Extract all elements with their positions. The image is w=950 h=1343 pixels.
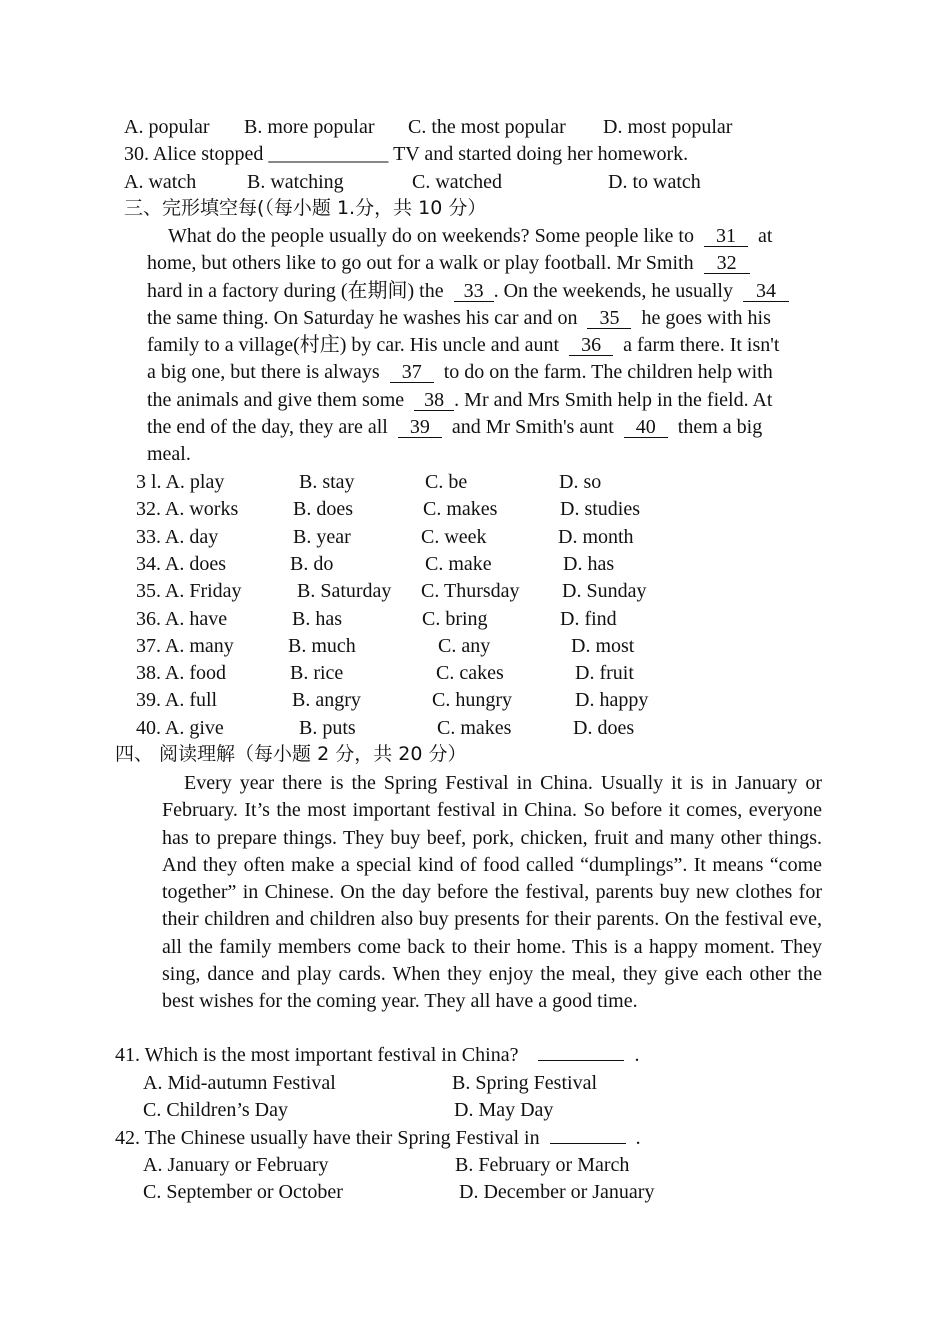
q29-option-d: D. most popular bbox=[603, 116, 733, 138]
cloze-q36-option-d: D. find bbox=[560, 607, 617, 630]
cloze-line-3: hard in a factory during (在期间) the 33 . On the weekends, he usually 34 bbox=[147, 279, 789, 303]
cloze-q36-option-a: 36. A. have bbox=[136, 607, 228, 630]
cloze-q37-option-b: B. much bbox=[288, 634, 356, 657]
cloze-q38-option-a: 38. A. food bbox=[136, 662, 226, 685]
cloze-q33-option-c: C. week bbox=[421, 525, 487, 548]
cloze-q34-option-b: B. do bbox=[290, 552, 334, 575]
cloze-line-4: the same thing. On Saturday he washes his car and on 35 he goes with his bbox=[147, 307, 771, 329]
cloze-q37-option-c: C. any bbox=[438, 634, 491, 657]
cloze-q33-option-b: B. year bbox=[293, 525, 351, 548]
reading-passage: Every year there is the Spring Festival in China. Usually it is in January or February. It’s the most important festival in China. So before it comes, everyone has to prepare things. They buy beef, pork, chicken, fruit and many other things. And they often make a special kind of food called “dumplings”. It means “come together” in Chinese. On the day before the festival, parents buy new clothes for their children and children also buy presents for their parents. On the festival eve, all the family members come back to their home. This is a happy moment. They sing, dance and play cards. When they enjoy the meal, they give each other the best wishes for the coming year. They all have a good time. bbox=[162, 772, 822, 1013]
cloze-line-1: What do the people usually do on weekends? Some people like to 31 at bbox=[168, 225, 773, 247]
cloze-q38-option-d: D. fruit bbox=[575, 662, 634, 685]
q30-option-d: D. to watch bbox=[608, 171, 701, 193]
q41-stem: 41. Which is the most important festival in China? . bbox=[115, 1044, 640, 1066]
cloze-q39-option-d: D. happy bbox=[575, 689, 649, 712]
q29-option-c: C. the most popular bbox=[408, 116, 566, 138]
cloze-q31-option-a: 3 l. A. play bbox=[136, 471, 225, 493]
blank-31: 31 bbox=[704, 226, 748, 247]
cloze-q39-option-c: C. hungry bbox=[432, 689, 512, 712]
cloze-q39-option-b: B. angry bbox=[292, 689, 361, 712]
blank-37: 37 bbox=[390, 362, 434, 383]
cloze-q35-option-b: B. Saturday bbox=[297, 580, 392, 603]
q42-option-a: A. January or February bbox=[143, 1154, 329, 1176]
blank-39: 39 bbox=[398, 417, 442, 438]
section4-heading: 四、 阅读理解（每小题 2 分，共 20 分） bbox=[115, 743, 467, 765]
q42-answer-blank bbox=[550, 1143, 626, 1144]
cloze-q35-option-a: 35. A. Friday bbox=[136, 580, 242, 603]
cloze-q40-option-a: 40. A. give bbox=[136, 716, 224, 739]
cloze-q38-option-c: C. cakes bbox=[436, 662, 504, 685]
cloze-q35-option-d: D. Sunday bbox=[562, 580, 647, 603]
cloze-q31-option-c: C. be bbox=[425, 471, 468, 493]
cloze-q32-option-c: C. makes bbox=[423, 498, 498, 521]
cloze-q34-option-a: 34. A. does bbox=[136, 552, 226, 575]
cloze-line-2: home, but others like to go out for a walk or play football. Mr Smith 32 bbox=[147, 251, 750, 275]
cloze-q32-option-d: D. studies bbox=[560, 498, 640, 521]
cloze-q34-option-c: C. make bbox=[425, 552, 492, 575]
q42-option-c: C. September or October bbox=[143, 1181, 343, 1203]
cloze-q40-option-b: B. puts bbox=[299, 716, 356, 739]
cloze-q40-option-d: D. does bbox=[573, 716, 635, 739]
cloze-line-5: family to a village(村庄) by car. His uncle and aunt 36 a farm there. It isn't bbox=[147, 334, 780, 356]
q41-option-a: A. Mid-autumn Festival bbox=[143, 1072, 336, 1094]
cloze-line-7: the animals and give them some 38 . Mr and Mrs Smith help in the field. At bbox=[147, 389, 773, 411]
cloze-q37-option-d: D. most bbox=[571, 634, 635, 657]
cloze-q38-option-b: B. rice bbox=[290, 662, 344, 685]
cloze-q37-option-a: 37. A. many bbox=[136, 634, 234, 657]
cloze-line-9: meal. bbox=[147, 443, 191, 465]
cloze-q36-option-c: C. bring bbox=[422, 607, 488, 630]
blank-38: 38 bbox=[414, 390, 454, 411]
cloze-q34-option-d: D. has bbox=[563, 552, 615, 575]
q30-stem: 30. Alice stopped ____________ TV and started doing her homework. bbox=[124, 143, 689, 165]
cloze-q39-option-a: 39. A. full bbox=[136, 689, 218, 712]
q30-option-a: A. watch bbox=[124, 171, 197, 193]
q41-option-d: D. May Day bbox=[454, 1099, 554, 1121]
q42-option-d: D. December or January bbox=[459, 1181, 655, 1203]
q29-option-a: A. popular bbox=[124, 116, 210, 138]
blank-40: 40 bbox=[624, 417, 668, 438]
cloze-line-6: a big one, but there is always 37 to do on the farm. The children help with bbox=[147, 361, 773, 383]
q30-option-c: C. watched bbox=[412, 171, 502, 193]
q41-option-c: C. Children’s Day bbox=[143, 1099, 288, 1121]
q29-option-b: B. more popular bbox=[244, 116, 375, 138]
cloze-q31-option-b: B. stay bbox=[299, 471, 355, 493]
q30-option-b: B. watching bbox=[247, 171, 344, 193]
blank-33: 33 bbox=[454, 281, 494, 302]
cloze-q32-option-b: B. does bbox=[293, 498, 353, 521]
cloze-q36-option-b: B. has bbox=[292, 607, 342, 630]
cloze-q40-option-c: C. makes bbox=[437, 716, 512, 739]
cloze-q33-option-d: D. month bbox=[558, 525, 634, 548]
q41-answer-blank bbox=[538, 1060, 624, 1061]
q42-option-b: B. February or March bbox=[455, 1154, 630, 1176]
blank-36: 36 bbox=[569, 335, 613, 356]
cloze-q32-option-a: 32. A. works bbox=[136, 498, 239, 521]
cloze-line-8: the end of the day, they are all 39 and Mr Smith's aunt 40 them a big bbox=[147, 416, 763, 438]
blank-35: 35 bbox=[587, 308, 631, 329]
section3-heading: 三、完形填空每(（每小题 1.分，共 10 分） bbox=[124, 197, 487, 219]
q42-stem: 42. The Chinese usually have their Spring Festival in . bbox=[115, 1127, 641, 1149]
blank-32: 32 bbox=[704, 253, 750, 274]
cloze-q35-option-c: C. Thursday bbox=[421, 580, 520, 603]
cloze-q33-option-a: 33. A. day bbox=[136, 525, 219, 548]
blank-34: 34 bbox=[743, 281, 789, 302]
cloze-q31-option-d: D. so bbox=[559, 471, 602, 493]
q41-option-b: B. Spring Festival bbox=[452, 1072, 598, 1094]
